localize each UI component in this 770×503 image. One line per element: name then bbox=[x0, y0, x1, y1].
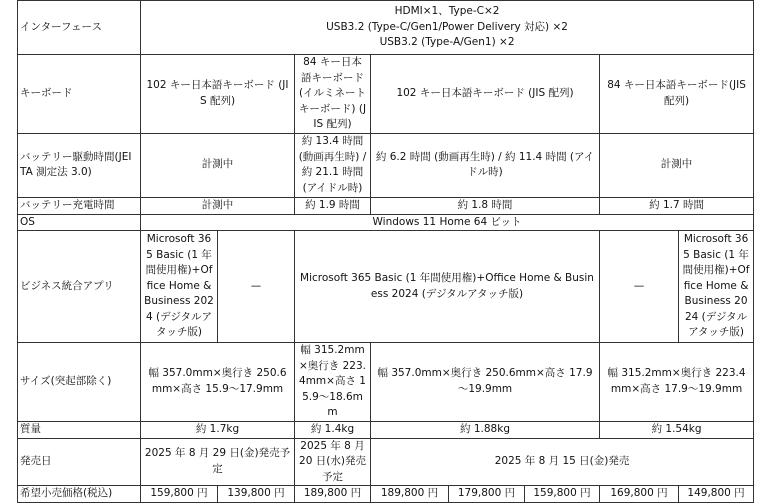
label-os: OS bbox=[18, 214, 141, 231]
row-interface bbox=[18, 1, 754, 55]
interface-line-1: HDMI×1、Type-C×2 bbox=[394, 5, 500, 18]
battery-cell-2: 約 13.4 時間 (動画再生時) / 約 21.1 時間 (アイドル時) bbox=[295, 133, 371, 197]
release-cell-2: 2025 年 8 月 20 日(水)発売予定 bbox=[295, 438, 371, 486]
weight-cell-3: 約 1.88kg bbox=[371, 421, 600, 438]
apps-cell-3: Microsoft 365 Basic (1 年間使用権)+Office Home & Business 2024 (デジタルアタッチ版) bbox=[295, 231, 600, 343]
charge-cell-2: 約 1.9 時間 bbox=[295, 197, 371, 214]
size-cell-2: 幅 315.2mm×奥行き 223.4mm×高さ 15.9～18.6mm bbox=[295, 343, 371, 422]
interface-line-3: USB3.2 (Type-A/Gen1) ×2 bbox=[379, 36, 515, 49]
row-price bbox=[18, 486, 754, 503]
size-cell-1: 幅 357.0mm×奥行き 250.6mm×高さ 15.9～17.9mm bbox=[141, 343, 295, 422]
row-size bbox=[18, 343, 754, 422]
row-battery bbox=[18, 133, 754, 197]
price-cell-4: 189,800 円 bbox=[371, 486, 449, 503]
price-cell-3: 189,800 円 bbox=[295, 486, 371, 503]
label-interface: インターフェース bbox=[18, 1, 141, 55]
charge-cell-4: 約 1.7 時間 bbox=[600, 197, 754, 214]
row-charge bbox=[18, 197, 754, 214]
charge-cell-3: 約 1.8 時間 bbox=[371, 197, 600, 214]
row-weight bbox=[18, 421, 754, 438]
price-cell-7: 169,800 円 bbox=[600, 486, 679, 503]
label-size: サイズ(突起部除く) bbox=[18, 343, 141, 422]
release-cell-1: 2025 年 8 月 29 日(金)発売予定 bbox=[141, 438, 295, 486]
weight-cell-1: 約 1.7kg bbox=[141, 421, 295, 438]
keyboard-cell-4: 84 キー日本語キーボード(JIS 配列) bbox=[600, 55, 754, 134]
weight-cell-2: 約 1.4kg bbox=[295, 421, 371, 438]
charge-cell-1: 計測中 bbox=[141, 197, 295, 214]
price-cell-5: 179,800 円 bbox=[449, 486, 525, 503]
label-release: 発売日 bbox=[18, 438, 141, 486]
size-cell-3: 幅 357.0mm×奥行き 250.6mm×高さ 17.9～19.9mm bbox=[371, 343, 600, 422]
size-cell-4: 幅 315.2mm×奥行き 223.4mm×高さ 17.9～19.9mm bbox=[600, 343, 754, 422]
apps-cell-1: Microsoft 365 Basic (1 年間使用権)+Office Home & Business 2024 (デジタルアタッチ版) bbox=[141, 231, 218, 343]
label-weight: 質量 bbox=[18, 421, 141, 438]
apps-cell-4: — bbox=[600, 231, 679, 343]
keyboard-cell-1: 102 キー日本語キーボード (JIS 配列) bbox=[141, 55, 295, 134]
apps-cell-2: — bbox=[218, 231, 295, 343]
battery-cell-1: 計測中 bbox=[141, 133, 295, 197]
label-battery: バッテリー駆動時間(JEITA 測定法 3.0) bbox=[18, 133, 141, 197]
row-release bbox=[18, 438, 754, 486]
keyboard-cell-3: 102 キー日本語キーボード (JIS 配列) bbox=[371, 55, 600, 134]
label-price: 希望小売価格(税込) bbox=[18, 486, 141, 503]
price-cell-1: 159,800 円 bbox=[141, 486, 218, 503]
price-cell-8: 149,800 円 bbox=[679, 486, 754, 503]
label-apps: ビジネス統合アプリ bbox=[18, 231, 141, 343]
label-keyboard: キーボード bbox=[18, 55, 141, 134]
price-cell-6: 159,800 円 bbox=[525, 486, 600, 503]
spec-table-container bbox=[17, 0, 753, 503]
battery-cell-4: 計測中 bbox=[600, 133, 754, 197]
row-apps bbox=[18, 231, 754, 343]
price-cell-2: 139,800 円 bbox=[218, 486, 295, 503]
battery-cell-3: 約 6.2 時間 (動画再生時) / 約 11.4 時間 (アイドル時) bbox=[371, 133, 600, 197]
label-charge: バッテリー充電時間 bbox=[18, 197, 141, 214]
interface-value bbox=[141, 1, 754, 55]
interface-line-2: USB3.2 (Type-C/Gen1/Power Delivery 対応) ×2 bbox=[326, 20, 568, 33]
row-os bbox=[18, 214, 754, 231]
weight-cell-4: 約 1.54kg bbox=[600, 421, 754, 438]
spec-table bbox=[17, 0, 754, 503]
keyboard-cell-2: 84 キー日本語キーボード (イルミネートキーボード) (JIS 配列) bbox=[295, 55, 371, 134]
os-value: Windows 11 Home 64 ビット bbox=[141, 214, 754, 231]
apps-cell-5: Microsoft 365 Basic (1 年間使用権)+Office Home & Business 2024 (デジタルアタッチ版) bbox=[679, 231, 754, 343]
row-keyboard bbox=[18, 55, 754, 134]
release-cell-3: 2025 年 8 月 15 日(金)発売 bbox=[371, 438, 754, 486]
